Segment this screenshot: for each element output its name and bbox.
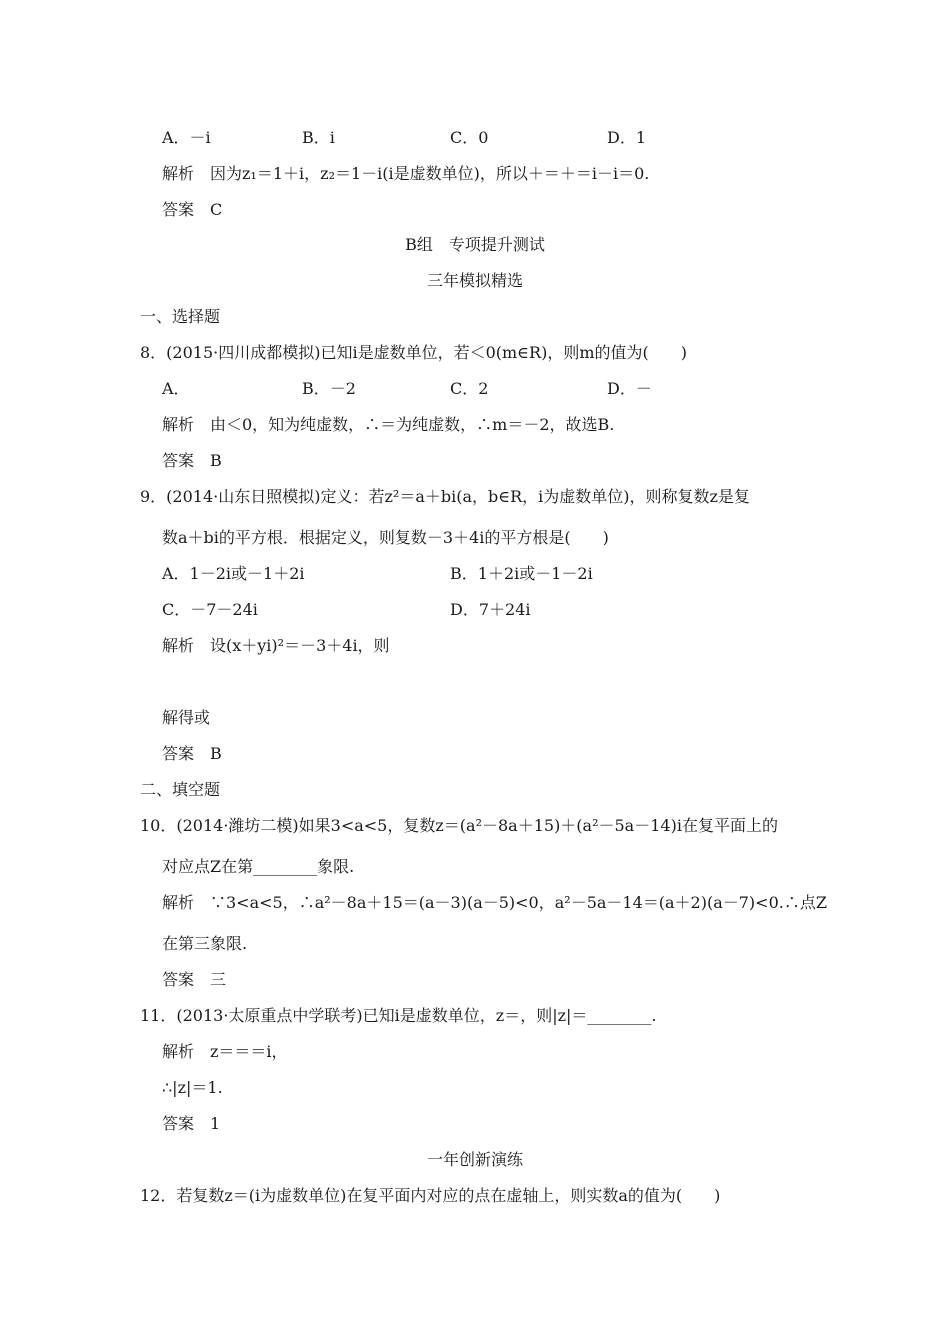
q12-stem: 12．若复数z＝(i为虚数单位)在复平面内对应的点在虚轴上，则实数a的值为( ) [140, 1186, 721, 1205]
q9-answer: 答案 B [162, 744, 222, 763]
q7-option-b: B．i [302, 128, 335, 147]
q11-answer: 答案 1 [162, 1114, 221, 1133]
q9-option-d: D．7＋24i [450, 600, 531, 619]
q9-option-c: C．－7－24i [162, 600, 258, 619]
q9-analysis: 解析 设(x＋yi)²＝－3＋4i，则 [162, 636, 390, 655]
q10-answer: 答案 三 [162, 970, 227, 989]
q9-stem-line2: 数a＋bi的平方根．根据定义，则复数－3＋4i的平方根是( ) [162, 528, 609, 547]
q7-option-d: D．1 [607, 128, 647, 147]
q11-analysis-line1: 解析 z＝＝＝i， [162, 1042, 288, 1061]
part-heading: 一、选择题 [140, 307, 221, 326]
q8-option-c: C．2 [450, 379, 489, 398]
q10-stem-line2: 对应点Z在第________象限. [162, 857, 355, 876]
q8-option-d: D．－ [607, 379, 652, 398]
q10-stem-line1: 10．(2014·潍坊二模)如果3<a<5，复数z＝(a²－8a＋15)＋(a²－5a－14)i在复平面上的 [140, 816, 778, 835]
q9-option-a: A．1－2i或－1＋2i [162, 564, 305, 583]
q11-stem: 11．(2013·太原重点中学联考)已知i是虚数单位，z＝，则|z|＝________. [140, 1006, 657, 1025]
q8-option-b: B．－2 [302, 379, 356, 398]
q10-analysis-line2: 在第三象限. [162, 934, 248, 953]
q7-option-a: A．－i [162, 128, 211, 147]
q8-option-a: A． [162, 379, 190, 398]
q7-analysis: 解析 因为z₁＝1＋i，z₂＝1－i(i是虚数单位)，所以＋＝＋＝i－i＝0. [162, 164, 650, 183]
q8-answer: 答案 B [162, 451, 222, 470]
q8-analysis: 解析 由＜0，知为纯虚数，∴＝为纯虚数，∴m＝－2，故选B. [162, 415, 615, 434]
q7-answer: 答案 C [162, 200, 223, 219]
group-title: B组 专项提升测试 [405, 235, 545, 254]
q10-analysis-line1: 解析 ∵3<a<5，∴a²－8a＋15＝(a－3)(a－5)<0，a²－5a－14＝(a＋2)(a－7)<0.∴点Z [162, 893, 827, 912]
q9-option-b: B．1＋2i或－1－2i [450, 564, 593, 583]
q11-analysis-line2: ∴|z|＝1. [162, 1078, 223, 1097]
q8-stem: 8．(2015·四川成都模拟)已知i是虚数单位，若＜0(m∈R)，则m的值为( ) [140, 343, 687, 362]
subsection-title: 三年模拟精选 [426, 271, 523, 290]
part-heading: 二、填空题 [140, 780, 221, 799]
q9-stem-line1: 9．(2014·山东日照模拟)定义：若z²＝a＋bi(a，b∈R，i为虚数单位)，则称复数z是复 [140, 487, 750, 506]
q7-option-c: C．0 [450, 128, 489, 147]
subsection-title: 一年创新演练 [426, 1150, 523, 1169]
q9-solve: 解得或 [162, 708, 211, 727]
